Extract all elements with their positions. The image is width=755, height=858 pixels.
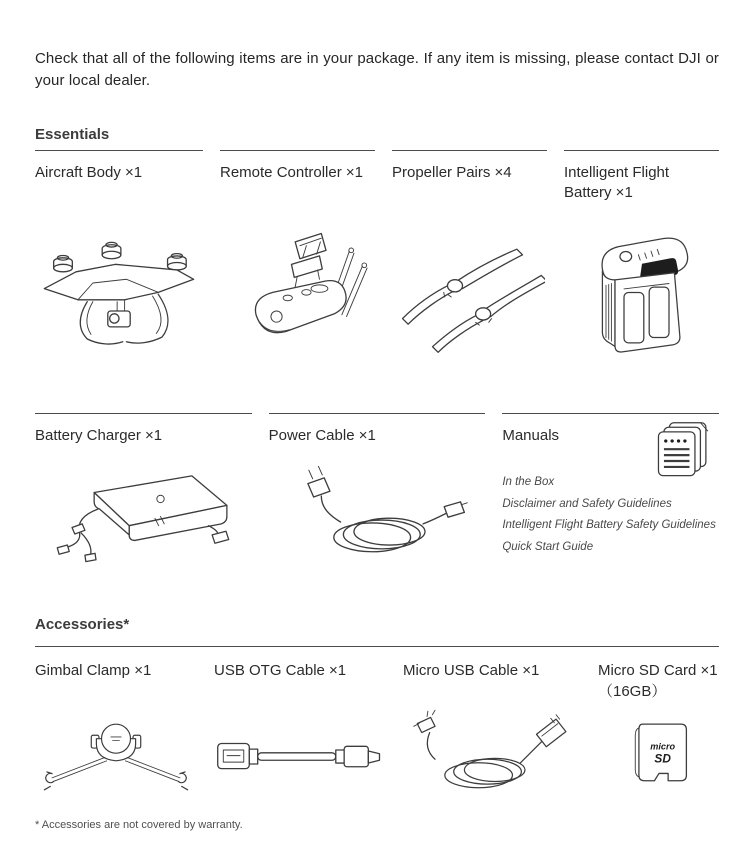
item-label: Power Cable ×1 [268, 427, 376, 444]
micro-usb-cable-icon [403, 705, 581, 809]
item-sublabel: （16GB） [598, 683, 667, 700]
item-label: Propeller Pairs ×4 [392, 164, 512, 181]
battery-charger-figure [35, 452, 252, 592]
manuals-figure [651, 420, 717, 482]
intro-paragraph: Check that all of the following items are in your package. If any item is missing, please contact DJI or your local dealer. [35, 50, 719, 89]
item-propeller-pairs [392, 150, 547, 387]
item-label: Manuals [502, 427, 560, 444]
item-label: Micro SD Card ×1 [598, 662, 718, 679]
item-label: Remote Controller ×1 [220, 164, 363, 181]
flight-battery-figure [564, 207, 719, 387]
propellers-figure [392, 207, 547, 387]
usb-otg-cable-icon [214, 731, 386, 783]
item-micro-usb-cable [403, 647, 581, 809]
item-label-block [598, 661, 719, 705]
sd-logo-sd: SD [653, 751, 671, 766]
item-gimbal-clamp [35, 647, 197, 809]
item-battery-charger [35, 413, 252, 592]
sd-logo-micro: micro [649, 741, 675, 752]
essentials-row-1 [35, 150, 719, 387]
item-micro-sd-card [598, 647, 719, 809]
item-manuals [502, 413, 719, 592]
manuals-list [502, 472, 719, 558]
item-label: Gimbal Clamp ×1 [35, 662, 152, 679]
item-label: Aircraft Body ×1 [35, 164, 143, 181]
aircraft-icon [35, 222, 203, 372]
remote-controller-icon [228, 222, 368, 372]
essentials-heading: Essentials [35, 126, 110, 143]
item-label: Battery Charger ×1 [35, 427, 163, 444]
power-cable-icon [281, 463, 473, 581]
warranty-footnote: * Accessories are not covered by warranty. [35, 819, 243, 831]
essentials-row-2 [35, 413, 719, 592]
manuals-stack-icon [651, 420, 717, 482]
micro-usb-cable-figure [403, 705, 581, 809]
gimbal-clamp-icon [35, 714, 197, 800]
micro-sd-card-figure [598, 705, 719, 809]
item-flight-battery [564, 150, 719, 387]
accessories-row [35, 647, 719, 809]
manuals-list-item: In the Box [502, 476, 555, 488]
item-power-cable [269, 413, 486, 592]
remote-controller-figure [220, 207, 375, 387]
manuals-list-item: Disclaimer and Safety Guidelines [502, 497, 672, 510]
item-label: Micro USB Cable ×1 [403, 662, 540, 679]
flight-battery-icon [588, 227, 696, 367]
item-usb-otg-cable [214, 647, 386, 809]
usb-otg-cable-figure [214, 705, 386, 809]
item-remote-controller [220, 150, 375, 387]
micro-sd-card-icon [617, 715, 701, 799]
item-label: USB OTG Cable ×1 [214, 662, 347, 679]
item-aircraft-body [35, 150, 203, 387]
manuals-list-item: Intelligent Flight Battery Safety Guidelines [502, 519, 716, 531]
manuals-list-item: Quick Start Guide [502, 540, 594, 553]
battery-charger-icon [37, 456, 249, 588]
item-label: Intelligent Flight Battery ×1 [564, 164, 670, 201]
accessories-heading: Accessories* [35, 616, 130, 633]
power-cable-figure [269, 452, 486, 592]
aircraft-figure [35, 207, 203, 387]
gimbal-clamp-figure [35, 705, 197, 809]
propellers-icon [395, 235, 545, 359]
